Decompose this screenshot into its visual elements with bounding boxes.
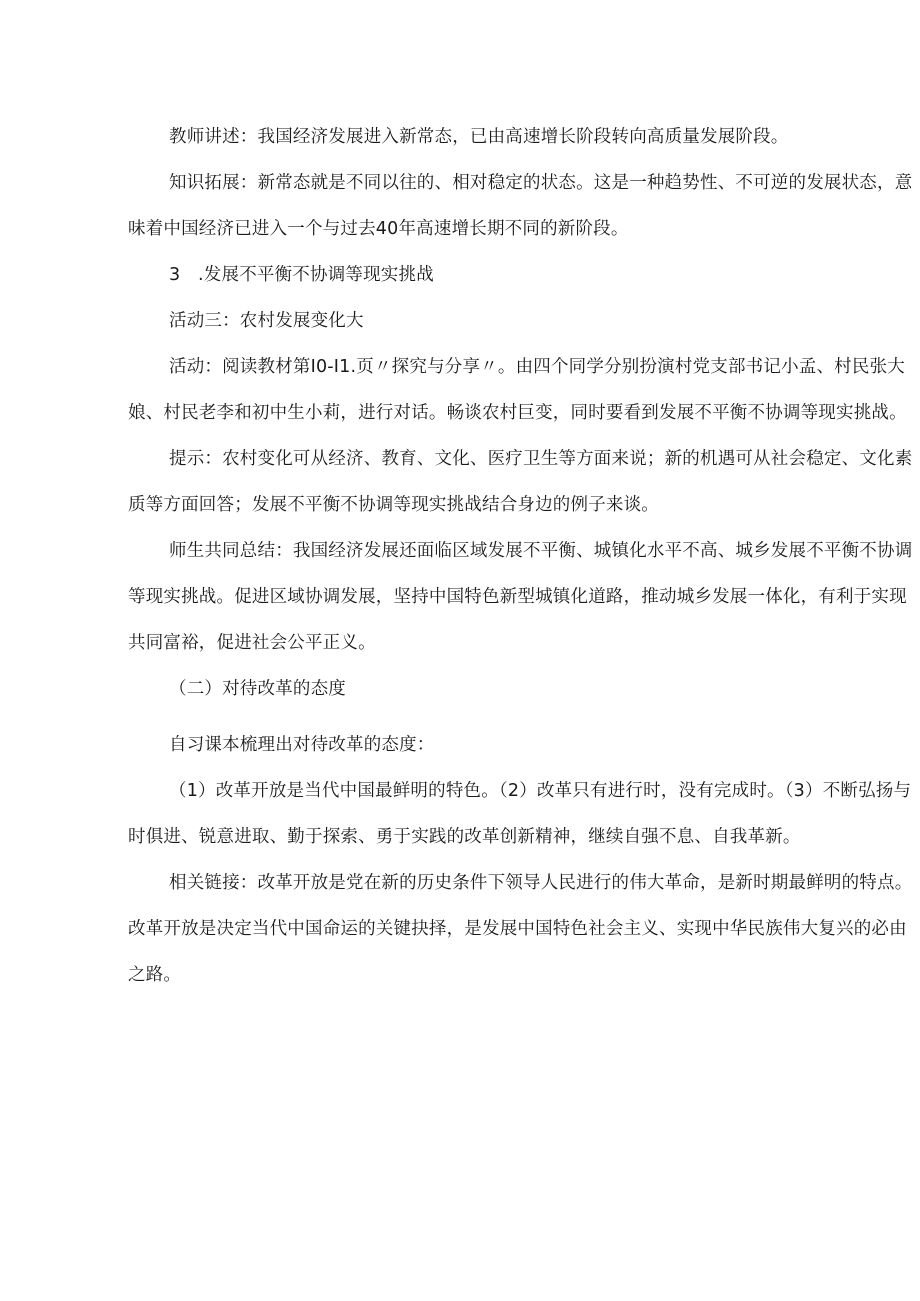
paragraph-related-link: 相关链接：改革开放是党在新的历史条件下领导人民进行的伟大革命，是新时期最鲜明的特点。改革开放是决定当代中国命运的关键抉择，是发展中国特色社会主义、实现中华民族伟大复兴的必由之路。 bbox=[128, 873, 913, 985]
paragraph-activity-description: 活动：阅读教材第I0-I1.页〃探究与分享〃。由四个同学分别扮演村党支部书记小孟、村民张大娘、村民老李和初中生小莉，进行对话。畅谈农村巨变，同时要看到发展不平衡不协调等现实挑战。 bbox=[128, 357, 907, 423]
paragraph-teacher-narration: 教师讲述：我国经济发展进入新常态，已由高速增长阶段转向高质量发展阶段。 bbox=[169, 127, 789, 147]
paragraph-hint: 提示：农村变化可从经济、教育、文化、医疗卫生等方面来说；新的机遇可从社会稳定、文化素质等方面回答；发展不平衡不协调等现实挑战结合身边的例子来谈。 bbox=[128, 449, 913, 515]
document-body bbox=[128, 114, 918, 998]
paragraph-section-2-heading: （二）对待改革的态度 bbox=[169, 679, 346, 699]
paragraph-reform-points: （1）改革开放是当代中国最鲜明的特色。（2）改革只有进行时，没有完成时。（3）不断弘扬与时俱进、锐意进取、勤于探索、勇于实践的改革创新精神，继续自强不息、自我革新。 bbox=[128, 781, 912, 847]
paragraph-knowledge-extension: 知识拓展：新常态就是不同以往的、相对稳定的状态。这是一种趋势性、不可逆的发展状态，意味着中国经济已进入一个与过去40年高速增长期不同的新阶段。 bbox=[128, 173, 913, 239]
paragraph-summary: 师生共同总结：我国经济发展还面临区域发展不平衡、城镇化水平不高、城乡发展不平衡不协调等现实挑战。促进区域协调发展，坚持中国特色新型城镇化道路，推动城乡发展一体化，有利于实现共同富裕，促进社会公平正义。 bbox=[128, 541, 913, 653]
paragraph-activity-3-title: 活动三：农村发展变化大 bbox=[169, 311, 364, 331]
paragraph-self-study: 自习课本梳理出对待改革的态度： bbox=[169, 735, 435, 755]
paragraph-section-3-heading: 3 .发展不平衡不协调等现实挑战 bbox=[169, 265, 434, 285]
